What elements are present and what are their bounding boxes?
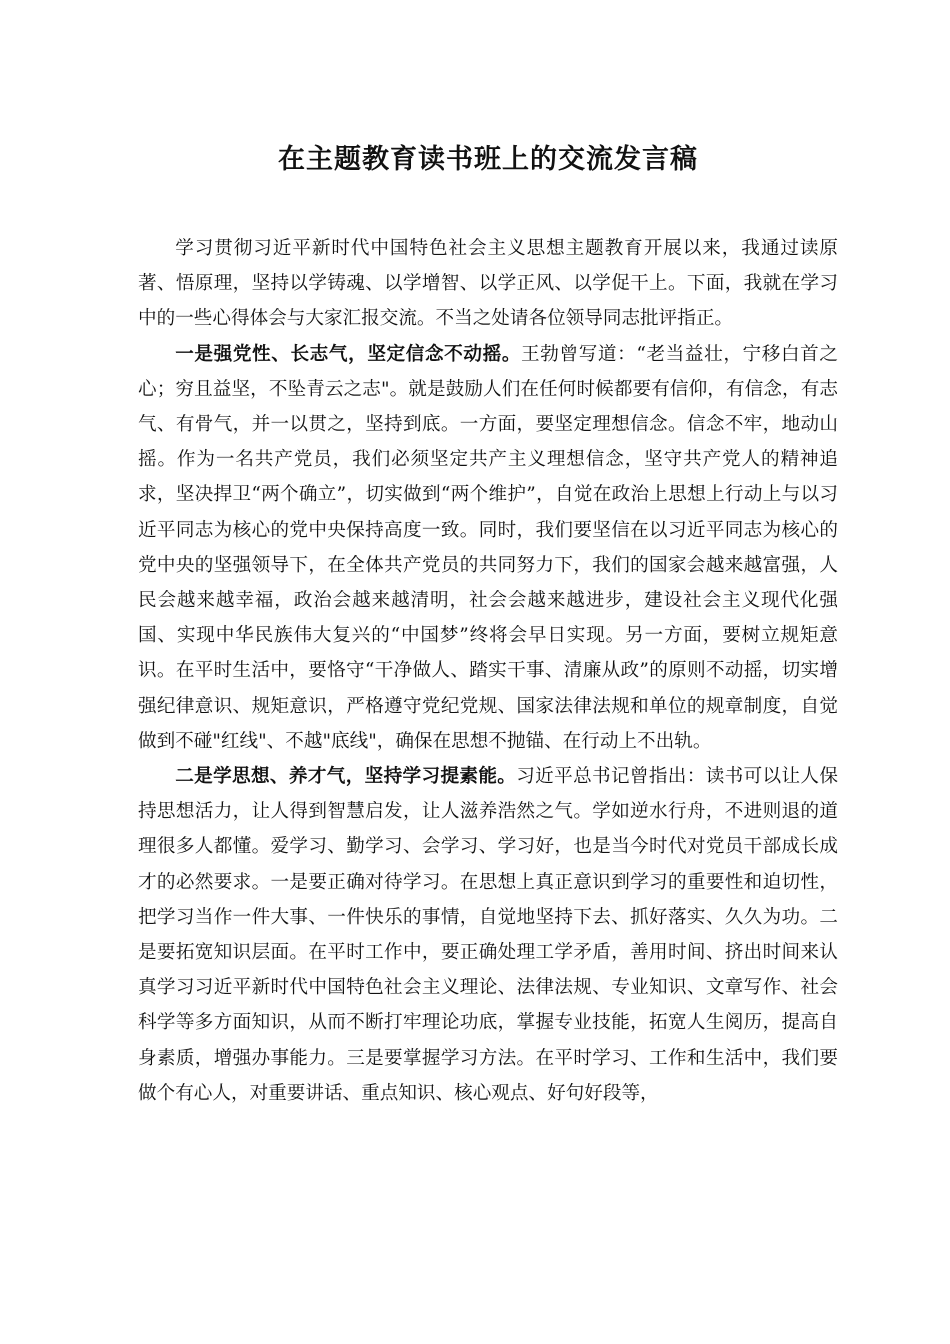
paragraph-text: 学习贯彻习近平新时代中国特色社会主义思想主题教育开展以来，我通过读原著、悟原理，坚持以学铸魂、以学增智、以学正风、以学促干上。下面，我就在学习中的一些心得体会与大家汇报交流。不当之处请各位领导同志批评指正。 bbox=[138, 238, 838, 330]
document-body bbox=[138, 231, 838, 1111]
paragraph-lead-heading: 二是学思想、养才气，坚持学习提素能。 bbox=[175, 766, 517, 788]
paragraph-text: 习近平总书记曾指出：读书可以让人保持思想活力，让人得到智慧启发，让人滋养浩然之气。学如逆水行舟，不进则退的道理很多人都懂。爱学习、勤学习、会学习、学习好，也是当今时代对党员干部成长成才的必然要求。一是要正确对待学习。在思想上真正意识到学习的重要性和迫切性，把学习当作一件大事、一件快乐的事情，自觉地坚持下去、抓好落实、久久为功。二是要拓宽知识层面。在平时工作中，要正确处理工学矛盾，善用时间、挤出时间来认真学习习近平新时代中国特色社会主义理论、法律法规、专业知识、文章写作、社会科学等多方面知识，从而不断打牢理论功底，掌握专业技能，拓宽人生阅历，提高自身素质，增强办事能力。三是要掌握学习方法。在平时学习、工作和生活中，我们要做个有心人，对重要讲话、重点知识、核心观点、好句好段等， bbox=[138, 766, 838, 1104]
paragraph-lead-heading: 一是强党性、长志气，坚定信念不动摇。 bbox=[175, 343, 522, 365]
document-title: 在主题教育读书班上的交流发言稿 bbox=[278, 144, 698, 175]
paragraph-point-one bbox=[138, 337, 838, 759]
paragraph-point-two bbox=[138, 759, 838, 1111]
paragraph-text: 王勃曾写道：“老当益壮，宁移白首之心；穷且益坚，不坠青云之志"。就是鼓励人们在任何时候都要有信仰，有信念，有志气、有骨气，并一以贯之，坚持到底。一方面，要坚定理想信念。信念不牢，地动山摇。作为一名共产党员，我们必须坚定共产主义理想信念，坚守共产党人的精神追求，坚决捍卫“两个确立”，切实做到“两个维护”，自觉在政治上思想上行动上与以习近平同志为核心的党中央保持高度一致。同时，我们要坚信在以习近平同志为核心的党中央的坚强领导下，在全体共产党员的共同努力下，我们的国家会越来越富强，人民会越来越幸福，政治会越来越清明，社会会越来越进步，建设社会主义现代化强国、实现中华民族伟大复兴的“中国梦”终将会早日实现。另一方面，要树立规矩意识。在平时生活中，要恪守“干净做人、踏实干事、清廉从政”的原则不动摇，切实增强纪律意识、规矩意识，严格遵守党纪党规、国家法律法规和单位的规章制度，自觉做到不碰"红线"、不越"底线"，确保在思想不抛锚、在行动上不出轨。 bbox=[138, 343, 838, 752]
paragraph-intro bbox=[138, 231, 838, 337]
